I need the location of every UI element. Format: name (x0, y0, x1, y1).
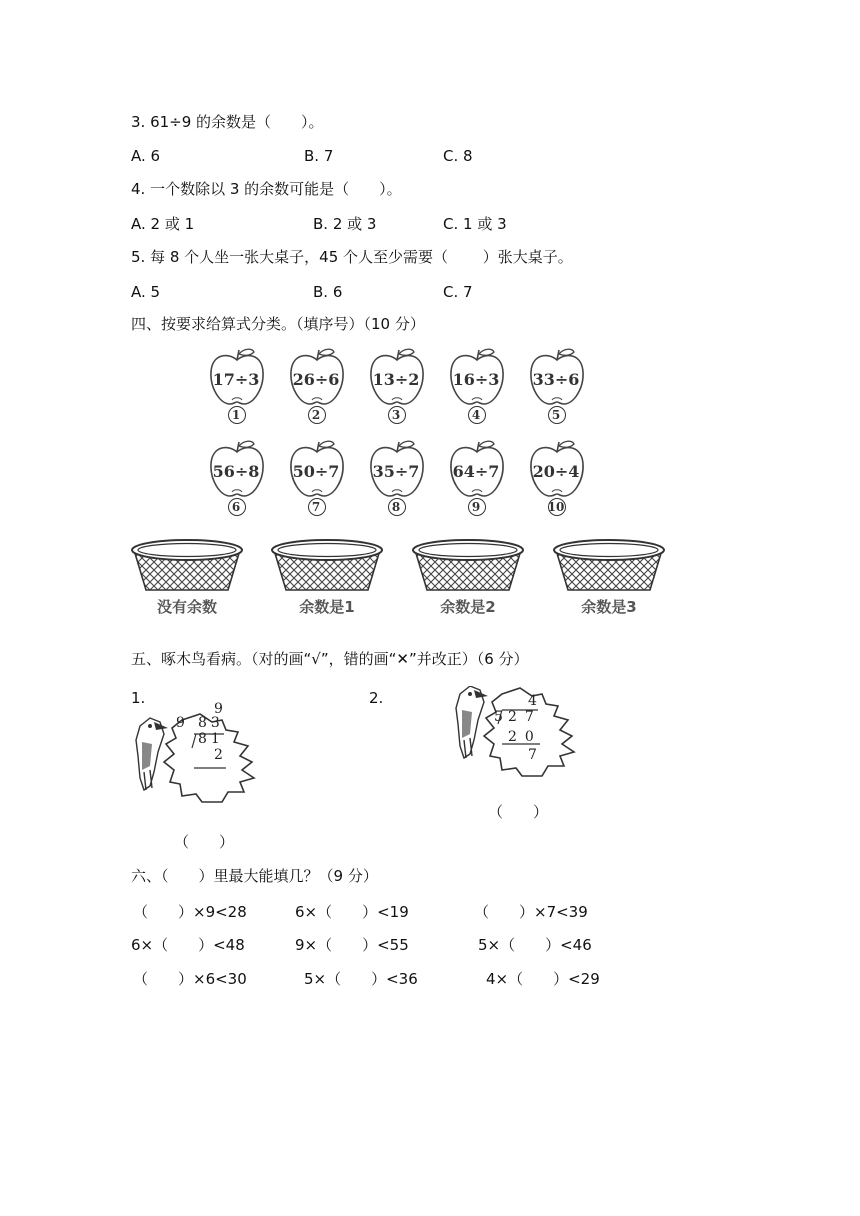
q5-option-b: B. 6 (313, 283, 343, 301)
apple-number: 8 (382, 498, 410, 516)
basket-label: 余数是1 (299, 598, 355, 616)
apple-expression: 33÷6 (532, 370, 580, 389)
apple-3 (368, 348, 428, 428)
fill-1-2[interactable]: 6×（ ）<19 (295, 903, 409, 921)
item2-quotient: 4 (528, 693, 537, 709)
item1-quotient: 9 (214, 701, 223, 717)
item1-divisor: 9 (176, 715, 185, 731)
apple-9 (448, 440, 508, 520)
apple-4 (448, 348, 508, 428)
q5-option-a: A. 5 (131, 283, 161, 301)
q4-option-b: B. 2 或 3 (313, 215, 377, 233)
item1-label: 1. (131, 689, 146, 707)
apple-expression: 56÷8 (212, 462, 260, 481)
fill-1-3[interactable]: （ ）×7<39 (474, 903, 588, 921)
apple-10 (528, 440, 588, 520)
apple-2 (288, 348, 348, 428)
fill-3-1[interactable]: （ ）×6<30 (133, 970, 247, 988)
apple-1 (208, 348, 268, 428)
apple-expression: 50÷7 (292, 462, 340, 481)
apple-number: 9 (462, 498, 490, 516)
basket-1 (130, 538, 244, 628)
basket-label: 没有余数 (156, 598, 217, 616)
apple-8 (368, 440, 428, 520)
apple-5 (528, 348, 588, 428)
q5-stem: 5. 每 8 个人坐一张大桌子，45 个人至少需要（ ）张大桌子。 (131, 248, 573, 266)
basket-3 (411, 538, 525, 628)
fill-2-1[interactable]: 6×（ ）<48 (131, 936, 245, 954)
fill-2-3[interactable]: 5×（ ）<46 (478, 936, 592, 954)
apple-expression: 20÷4 (532, 462, 580, 481)
apple-number: 2 (302, 406, 330, 424)
q3-option-c: C. 8 (443, 147, 473, 165)
fill-1-1[interactable]: （ ）×9<28 (133, 903, 247, 921)
q3-option-b: B. 7 (304, 147, 334, 165)
basket-2 (270, 538, 384, 628)
q4-stem: 4. 一个数除以 3 的余数可能是（ ）。 (131, 180, 402, 198)
apple-number: 4 (462, 406, 490, 424)
apple-7 (288, 440, 348, 520)
item1-answer-blank[interactable]: （ ） (174, 833, 235, 851)
apple-expression: 13÷2 (372, 370, 420, 389)
apple-expression: 35÷7 (372, 462, 420, 481)
section5-title: 五、啄木鸟看病。（对的画“√”，错的画“✕”并改正）（6 分） (131, 650, 529, 668)
apple-number: 3 (382, 406, 410, 424)
basket-label: 余数是2 (440, 598, 496, 616)
q3-option-a: A. 6 (131, 147, 161, 165)
item1-product: 81 (198, 731, 224, 747)
item2-product: 20 (508, 729, 542, 745)
item2-label: 2. (369, 689, 384, 707)
apple-number: 5 (542, 406, 570, 424)
apple-expression: 26÷6 (292, 370, 340, 389)
section6-title: 六、（ ）里最大能填几？（9 分） (131, 867, 378, 885)
fill-3-3[interactable]: 4×（ ）<29 (486, 970, 600, 988)
apple-expression: 16÷3 (452, 370, 500, 389)
apple-number: 1 (222, 406, 250, 424)
basket-4 (552, 538, 666, 628)
apple-number: 6 (222, 498, 250, 516)
item1-remainder: 2 (214, 747, 223, 763)
section4-title: 四、按要求给算式分类。（填序号）（10 分） (131, 315, 425, 333)
apple-expression: 17÷3 (212, 370, 260, 389)
q5-option-c: C. 7 (443, 283, 473, 301)
item2-divisor: 5 (494, 709, 503, 725)
item2-dividend: 27 (508, 709, 542, 725)
q4-option-c: C. 1 或 3 (443, 215, 507, 233)
item1-dividend: 83 (198, 715, 224, 731)
apple-number: 7 (302, 498, 330, 516)
fill-3-2[interactable]: 5×（ ）<36 (304, 970, 418, 988)
basket-label: 余数是3 (581, 598, 637, 616)
q4-option-a: A. 2 或 1 (131, 215, 195, 233)
fill-2-2[interactable]: 9×（ ）<55 (295, 936, 409, 954)
apple-6 (208, 440, 268, 520)
apple-expression: 64÷7 (452, 462, 500, 481)
item2-remainder: 7 (528, 747, 537, 763)
item2-answer-blank[interactable]: （ ） (488, 803, 549, 821)
apple-number: 10 (547, 500, 565, 514)
q3-stem: 3. 61÷9 的余数是（ ）。 (131, 113, 324, 131)
